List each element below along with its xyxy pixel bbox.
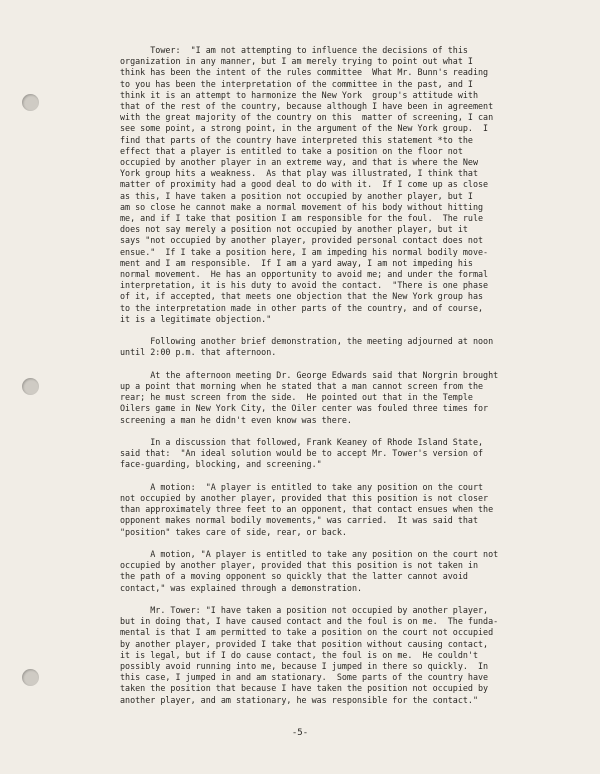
paragraph-tower-reply: Mr. Tower: "I have taken a position not occupied by another player, but in doing that, I have caused contact and the foul is on me. The funda- mental is that I am permitted to take a position on the court not occupied by another player, provided I take that position without causing contact, it is legal, but if I do cause contact, the foul is on me. He couldn't possibly avoid running into me, because I jumped in there so quickly. In this case, I jumped in and am stationary. Some parts of the country have taken the position that because I have taken the position not occupied by another player, and am stationary, he was responsible for the contact." (120, 605, 499, 705)
paragraph-first-motion: A motion: "A player is entitled to take any position on the court not occupied by another player, provided that this position is not closer than approximately three feet to an opponent, that contact ensues when the opponent makes normal bodily movements," was carried. It was said that "position" takes care of side, rear, or back. (120, 481, 494, 537)
paragraph-adjournment: Following another brief demonstration, the meeting adjourned at noon until 2:00 p.m. that afternoon. (120, 336, 494, 358)
binder-hole-bottom (22, 669, 39, 686)
binder-hole-middle (22, 378, 39, 395)
paragraph-tower-statement: Tower: "I am not attempting to influence the decisions of this organization in any manner, but I am merely trying to point out what I think has been the intent of the rules committee What Mr. Bunn's reading to you has been the interpretation of the committee in the past, and I think it is an attempt to harmonize the New York group's attitude with that of the rest of the country, because although I have been in agreement with the great majority of the country on this matter of screening, I can see some point, a strong point, in the argument of the New York group. I find that parts of the country have interpreted this statement *to the effect that a player is entitled to take a position on the floor not occupied by another player in an extreme way, and that is where the New York group hits a weakness. As that play was illustrated, I think that matter of proximity had a good deal to do with it. If I come up as close as this, I have taken a position not occupied by another player, but I am so close he cannot make a normal movement of his body without hitting me, and if I take that position I am responsible for the foul. The rule does not say merely a position not occupied by another player, but it says "not occupied by another player, provided personal contact does not ensue." If I take a position here, I am impeding his normal bodily move- ment and I am responsible. If I am a yard away, I am not impeding his normal movement. He has an opportunity to avoid me; and under the formal interpretation, it is his duty to avoid the contact. "There is one phase of it, if accepted, that meets one objection that the New York group has to the interpretation made in other parts of the country, and of course, it is a legitimate objection." (120, 45, 494, 324)
page-number: -5- (291, 728, 309, 738)
binder-hole-top (22, 94, 39, 111)
paragraph-second-motion: A motion, "A player is entitled to take any position on the court not occupied by another player, provided that this position is not taken in the path of a moving opponent so quickly that the latter cannot avoid contact," was explained through a demonstration. (120, 549, 499, 593)
paragraph-keaney-discussion: In a discussion that followed, Frank Keaney of Rhode Island State, said that: "An ideal solution would be to accept Mr. Tower's version of face-guarding, blocking, and screening." (120, 437, 484, 470)
paragraph-afternoon-meeting: At the afternoon meeting Dr. George Edwards said that Norgrin brought up a point that morning when he stated that a man cannot screen from the rear; he must screen from the side. He pointed out that in the Temple Oilers game in New York City, the Oiler center was fouled three times for screening a man he didn't even know was there. (120, 369, 499, 425)
document-body (120, 45, 560, 717)
